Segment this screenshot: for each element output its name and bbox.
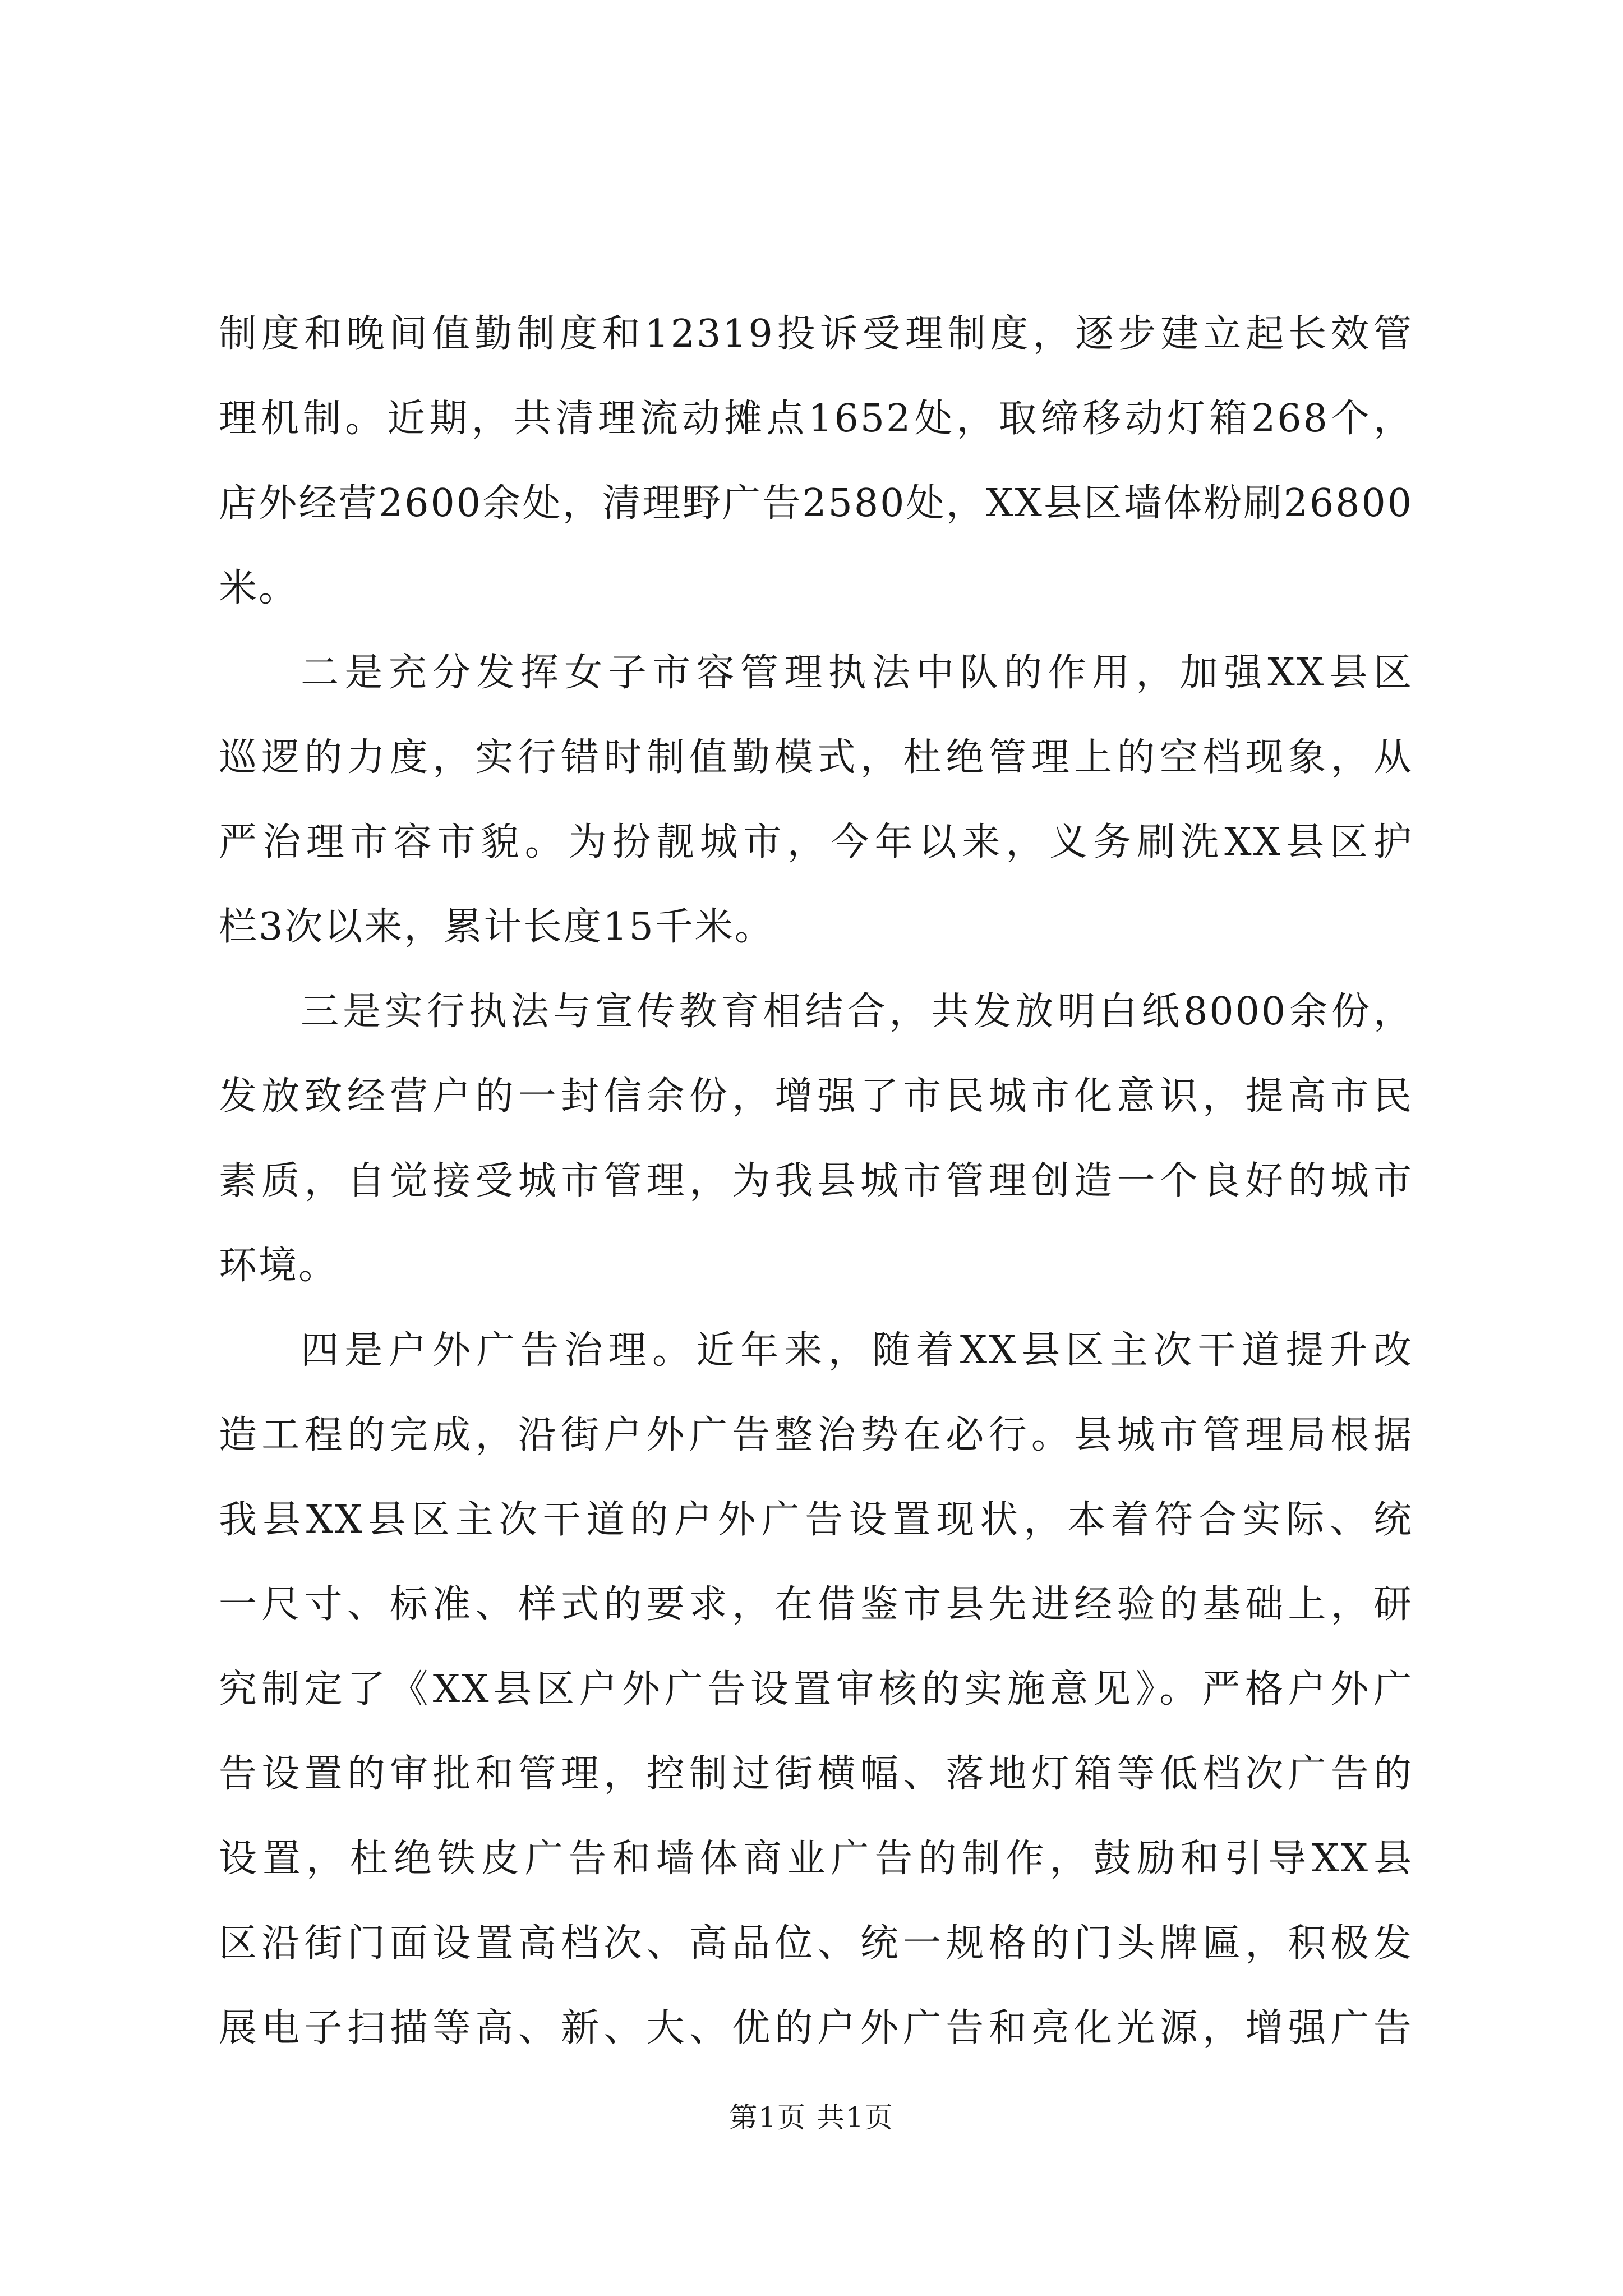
paragraph-line: 三是实行执法与宣传教育相结合，共发放明白纸8000余份，: [301, 990, 1413, 1034]
paragraph-line: 严治理市容市貌。为扮靓城市，今年以来，义务刷洗XX县区护: [219, 820, 1413, 864]
paragraph-line: 告设置的审批和管理，控制过街横幅、落地灯箱等低档次广告的: [219, 1752, 1413, 1796]
page-number-footer: 第1页 共1页: [729, 2101, 894, 2134]
paragraph-line: 四是户外广告治理。近年来，随着XX县区主次干道提升改: [301, 1328, 1413, 1373]
paragraph-line: 店外经营2600余处，清理野广告2580处，XX县区墙体粉刷26800: [219, 481, 1413, 526]
paragraph-line: 栏3次以来，累计长度15千米。: [219, 905, 774, 949]
paragraph-line: 理机制。近期，共清理流动摊点1652处，取缔移动灯箱268个，: [219, 397, 1413, 441]
paragraph-line: 环境。: [219, 1244, 339, 1288]
paragraph-line: 发放致经营户的一封信余份，增强了市民城市化意识，提高市民: [219, 1074, 1413, 1119]
paragraph-line: 究制定了《XX县区户外广告设置审核的实施意见》。严格户外广: [219, 1667, 1413, 1711]
paragraph-line: 造工程的完成，沿街户外广告整治势在必行。县城市管理局根据: [219, 1413, 1413, 1457]
paragraph-line: 一尺寸、标准、样式的要求，在借鉴市县先进经验的基础上，研: [219, 1582, 1413, 1627]
paragraph-line: 素质，自觉接受城市管理，为我县城市管理创造一个良好的城市: [219, 1159, 1413, 1203]
paragraph-line: 区沿街门面设置高档次、高品位、统一规格的门头牌匾，积极发: [219, 1921, 1413, 1966]
paragraph-line: 设置，杜绝铁皮广告和墙体商业广告的制作，鼓励和引导XX县: [219, 1837, 1413, 1881]
paragraph-line: 展电子扫描等高、新、大、优的户外广告和亮化光源，增强广告: [219, 2006, 1413, 2050]
paragraph-line: 制度和晚间值勤制度和12319投诉受理制度，逐步建立起长效管: [219, 312, 1413, 356]
document-body: [219, 292, 1413, 2070]
paragraph-line: 二是充分发挥女子市容管理执法中队的作用，加强XX县区: [301, 651, 1413, 695]
paragraph-line: 巡逻的力度，实行错时制值勤模式，杜绝管理上的空档现象，从: [219, 735, 1413, 780]
paragraph-line: 我县XX县区主次干道的户外广告设置现状，本着符合实际、统: [219, 1498, 1413, 1542]
paragraph-line: 米。: [219, 566, 299, 610]
